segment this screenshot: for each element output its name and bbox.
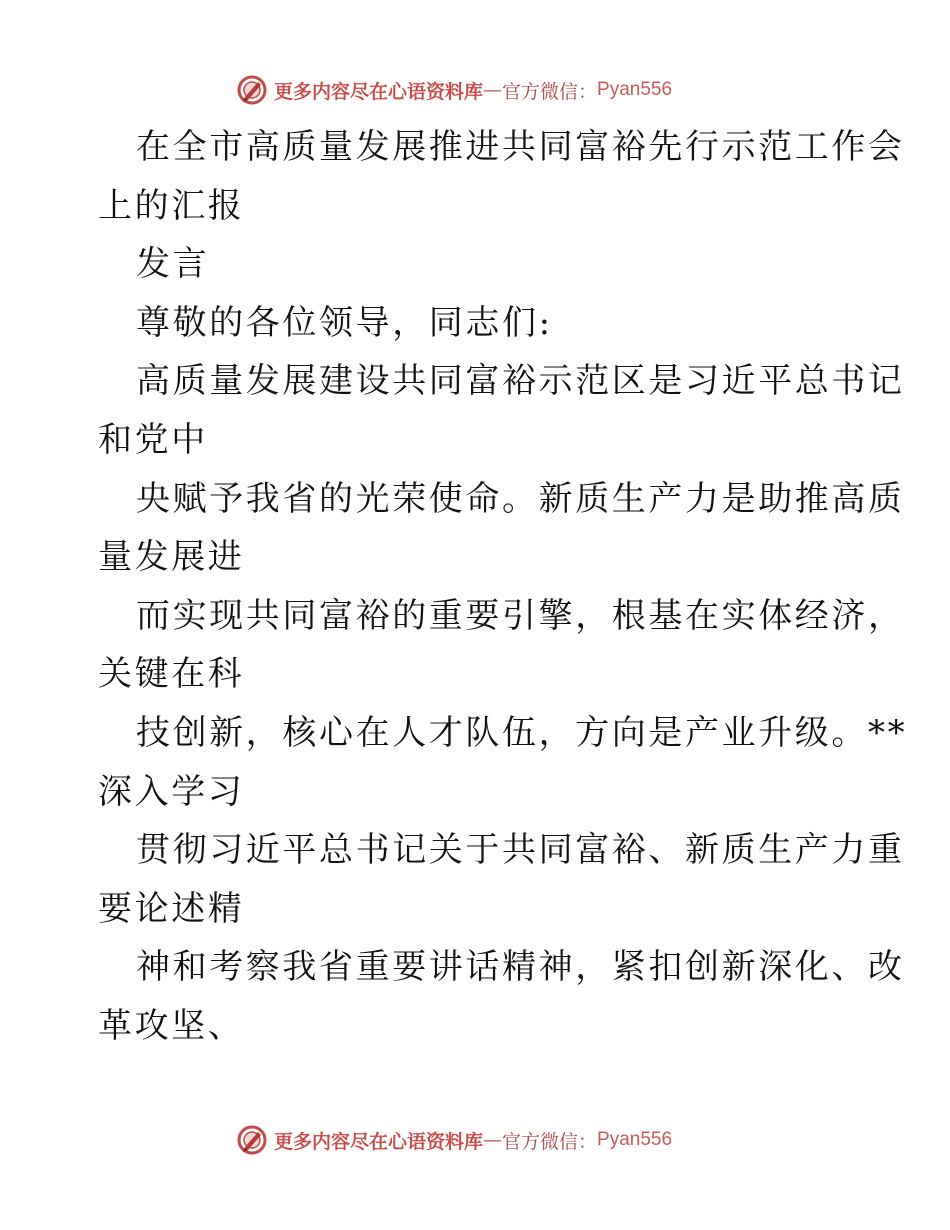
watermark-wechat-id: Pyan556 <box>597 79 673 100</box>
body-text-line: 深入学习 <box>98 771 245 812</box>
body-text-line: 尊敬的各位领导，同志们: <box>136 302 553 343</box>
watermark-site-text: 更多内容尽在心语资料库 <box>274 80 484 103</box>
pen-circle-logo-icon <box>236 1124 268 1156</box>
body-text-line: 发言 <box>136 244 210 285</box>
watermark-wechat-id: Pyan556 <box>597 1129 673 1150</box>
body-text-line: 神和考察我省重要讲话精神，紧扣创新深化、改 <box>136 947 905 988</box>
body-text-line: 高质量发展建设共同富裕示范区是习近平总书记 <box>136 361 905 402</box>
body-text-line: 上的汇报 <box>98 185 245 226</box>
body-text-line: 革攻坚、 <box>98 1005 245 1046</box>
body-text-line: 贯彻习近平总书记关于共同富裕、新质生产力重 <box>136 830 905 871</box>
watermark-dash: — <box>483 1129 503 1151</box>
body-text-line: 要论述精 <box>98 888 245 929</box>
body-text-line: 量发展进 <box>98 537 245 578</box>
document-body <box>98 118 908 1056</box>
body-text-line: 和党中 <box>98 419 208 460</box>
watermark-footer <box>236 1122 716 1158</box>
pen-circle-logo-icon <box>236 74 268 106</box>
body-text-line: 在全市高质量发展推进共同富裕先行示范工作会 <box>136 127 905 167</box>
watermark-official-label: 官方微信： <box>502 80 598 103</box>
body-text-line: 央赋予我省的光荣使命。新质生产力是助推高质 <box>136 478 905 519</box>
watermark-header <box>236 72 716 108</box>
body-text-line: 关键在科 <box>98 654 245 695</box>
watermark-site-text: 更多内容尽在心语资料库 <box>274 1130 484 1153</box>
watermark-dash: — <box>483 79 503 101</box>
body-text-line: 而实现共同富裕的重要引擎，根基在实体经济， <box>136 595 905 636</box>
watermark-official-label: 官方微信： <box>502 1130 598 1153</box>
body-text-line: 技创新，核心在人才队伍，方向是产业升级。** <box>136 712 908 753</box>
